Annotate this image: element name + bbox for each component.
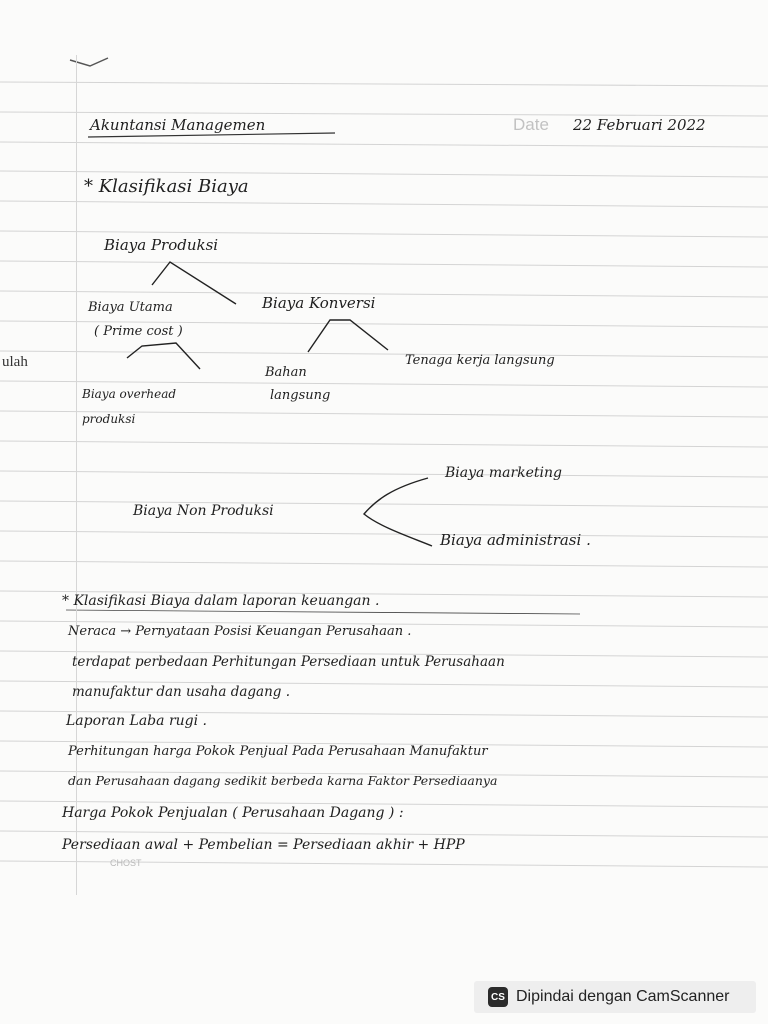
camscanner-watermark <box>474 981 756 1013</box>
camscanner-logo-icon: CS <box>488 987 508 1007</box>
formula-line: Persediaan awal + Pembelian = Persediaan akhir + HPP <box>62 837 465 853</box>
section1-title: * Klasifikasi Biaya <box>84 176 249 197</box>
ghost-text: CHOST <box>110 858 142 868</box>
section2-title: * Klasifikasi Biaya dalam laporan keuangan . <box>62 593 380 609</box>
hpp-line-3: Harga Pokok Penjualan ( Perusahaan Dagang ) : <box>62 805 404 821</box>
hpp-line-2: dan Perusahaan dagang sedikit berbeda karna Faktor Persediaanya <box>68 773 498 788</box>
biaya-administrasi: Biaya administrasi . <box>440 531 591 549</box>
neraca-line: Neraca → Pernyataan Posisi Keuangan Perusahaan . <box>68 624 412 639</box>
bahan-langsung: langsung <box>270 388 331 403</box>
margin-note: ulah <box>2 354 28 370</box>
watermark-text: Dipindai dengan CamScanner <box>516 988 730 1005</box>
biaya-marketing: Biaya marketing <box>445 465 562 481</box>
biaya-konversi: Biaya Konversi <box>262 294 376 312</box>
bahan: Bahan <box>265 365 307 380</box>
page-margin-line <box>76 55 77 895</box>
tenaga-kerja: Tenaga kerja langsung <box>405 353 555 368</box>
overhead-produksi: produksi <box>82 412 136 426</box>
laba-rugi-line: Laporan Laba rugi . <box>66 713 207 729</box>
date-value: 22 Februari 2022 <box>573 116 706 134</box>
biaya-overhead: Biaya overhead <box>82 387 177 401</box>
prime-cost: ( Prime cost ) <box>94 324 183 339</box>
biaya-produksi: Biaya Produksi <box>104 236 219 254</box>
terdapat-line-1: terdapat perbedaan Perhitungan Persediaan untuk Perusahaan <box>72 654 505 670</box>
biaya-non-produksi: Biaya Non Produksi <box>133 503 274 519</box>
subject-title: Akuntansi Managemen <box>90 116 266 134</box>
biaya-utama: Biaya Utama <box>88 300 173 315</box>
terdapat-line-2: manufaktur dan usaha dagang . <box>72 684 291 700</box>
date-label: Date <box>513 115 549 134</box>
hpp-line-1: Perhitungan harga Pokok Penjual Pada Perusahaan Manufaktur <box>68 744 488 759</box>
